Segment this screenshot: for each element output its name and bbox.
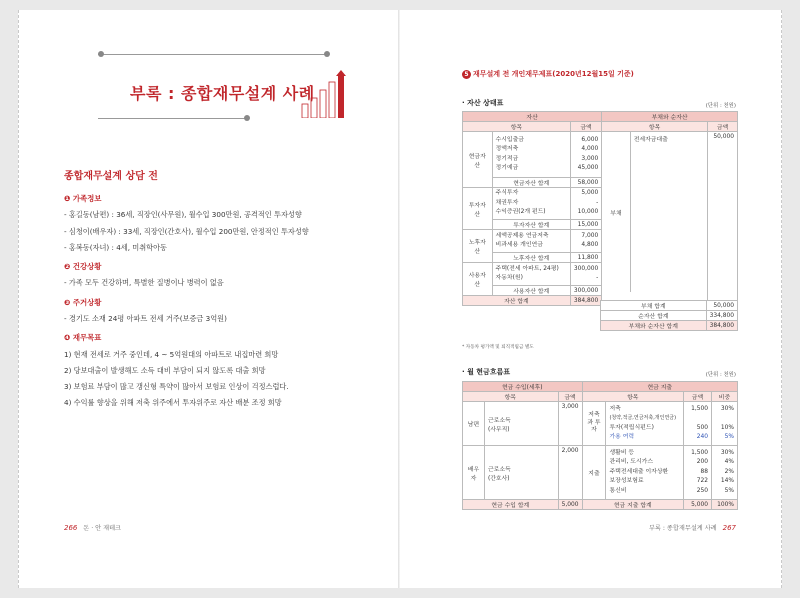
family-heading: ❶ 가족정보 [64,194,102,203]
page-edge-left [18,10,24,588]
net-total-label: 순자산 합계 [601,311,707,321]
income-source [484,402,558,446]
asset-value: 4,800 [581,242,599,248]
expense-amount: 88 [700,468,708,475]
income-source-sub: (사무직) [487,426,510,433]
title-rule-top [98,54,328,55]
housing-line: - 경기도 소재 24평 아파트 전세 거주(보증금 3억원) [64,314,227,324]
asset-item: 비과세용 개인연금 [495,242,543,248]
earner-husband: 남편 [463,402,485,446]
asset-value: 3,000 [581,155,599,162]
asset-item: 수시입출금 [495,136,524,143]
page-folio-left [64,523,121,532]
page-number: 267 [722,524,736,532]
expense-total: 5,000 [684,500,712,510]
expense-item: 생활비 등 [609,450,635,457]
page-folio-right [649,523,736,532]
asset-value: 45,000 [577,164,599,171]
right-page [400,10,782,588]
left-page [18,10,400,588]
retirement-items [492,230,570,253]
expense-amount: 240 [696,433,708,440]
expense-ratio: 30% [720,450,734,457]
goal-line: 4) 수익률 향상을 위해 저축 위주에서 투자위주로 자산 배분 조정 희망 [64,398,282,408]
asset-value: 7,000 [581,232,599,239]
income-source-sub: (간호사) [487,475,510,482]
col-header-amount: 금액 [684,392,712,402]
asset-value: - [596,199,599,206]
col-header-item: 항목 [602,122,708,132]
expense-item-available: 가용 여력 [609,433,635,440]
balance-sheet-table [462,111,738,306]
expense-item: 주택전세대출 이자상환 [609,468,669,475]
balance-unit: (단위 : 천원) [705,103,736,109]
expense-amount: 1,500 [691,450,708,457]
expense-ratio [715,414,734,423]
asset-value: 300,000 [573,265,599,272]
retirement-total-label: 노후자산 합계 [492,253,570,263]
balance-sheet-heading: · 자산 상태표 [462,99,504,107]
cashflow-table [462,381,738,510]
investment-values [570,188,601,220]
expense-item: 투자(적립식펀드) [609,424,654,431]
statement-title [462,69,634,79]
col-header-liabilities: 부채와 순자산 [602,112,738,122]
asset-value: 5,000 [581,190,599,197]
liabilities-inner [602,132,707,292]
use-total-label: 사용자산 합계 [492,286,570,296]
expense-ratio: 2% [724,468,734,475]
section-title: 종합재무설계 상담 전 [64,171,158,182]
expense-amount: 250 [696,487,708,494]
expense-category: 지출 [582,446,606,500]
expense-items [606,446,684,500]
col-header-amount: 금액 [570,122,601,132]
group-retirement: 노후자산 [463,230,493,263]
cash-items [492,132,570,178]
earner-spouse: 배우자 [463,446,485,500]
investment-total: 15,000 [570,220,601,230]
expense-category: 저축과 투자 [582,402,606,446]
net-total: 334,800 [706,311,737,321]
col-header-income: 현금 수입(세후) [463,382,583,392]
growth-bars-graphic [300,70,350,118]
group-cash: 현금자산 [463,132,493,188]
asset-item: 정액저축 [495,146,519,153]
col-header-expense: 현금 지출 [582,382,737,392]
asset-item: 주택(전세 아파트, 24평) [495,265,559,272]
running-title: 돈 · 안 재테크 [83,525,122,532]
expense-item: 통신비 [609,487,627,494]
expense-ratio: 4% [724,459,734,466]
goals-heading: ❹ 재무목표 [64,333,102,343]
debt-total-label: 부채 합계 [601,301,707,311]
asset-item: 채권투자 [495,199,519,206]
asset-item: 세액공제용 연금저축 [495,232,549,239]
asset-item: 정기적금 [495,155,519,162]
page-number: 266 [64,524,78,532]
expense-ratios [711,446,737,500]
asset-value: 10,000 [577,209,599,216]
asset-item: 정기예금 [495,164,519,171]
income-value: 3,000 [558,402,582,446]
asset-item: 주식투자 [495,190,519,197]
income-total: 5,000 [558,500,582,510]
goal-line: 2) 당보대출이 발생해도 소득 대비 부담이 되지 않도록 대출 희망 [64,365,266,375]
asset-item: 수익증권(2개 펀드) [495,209,546,216]
cashflow-heading: · 월 현금흐름표 [462,368,511,376]
income-total-label: 현금 수입 합계 [463,500,559,510]
asset-value: - [596,275,599,281]
running-title: 부록 : 종합재무설계 사례 [648,525,717,532]
housing-heading: ❸ 주거상황 [64,297,102,307]
chapter-title: 부록 : 종합재무설계 사례 [130,84,315,103]
asset-value: 4,000 [581,146,599,153]
group-use: 사용자산 [463,263,493,296]
col-header-item: 항목 [463,122,571,132]
cashflow-unit: (단위 : 천원) [705,372,736,378]
expense-amounts [684,402,712,446]
expense-amount: 1,500 [691,405,708,412]
goal-line: 3) 보험료 부담이 많고 갱신형 특약이 많아서 보험료 인상이 걱정스럽다. [64,381,289,391]
consult-content [64,193,384,408]
expense-item: 관리비, 도시가스 [609,459,654,466]
page-edge-right [776,10,782,588]
expense-item-sub: (청약,적금,연금저축,개인연금) [609,415,677,422]
col-header-ratio: 비중 [711,392,737,402]
expense-total-ratio: 100% [711,500,737,510]
expense-ratio: 10% [720,424,734,431]
use-total: 300,000 [570,286,601,296]
liabilities-block [602,132,708,306]
health-line: - 가족 모두 건강하며, 특별한 질병이나 병력이 없음 [64,278,224,288]
cash-total-label: 현금자산 합계 [492,178,570,188]
cash-values [570,132,601,178]
investment-total-label: 투자자산 합계 [492,220,570,230]
title-rule-dot [324,51,330,57]
income-source-label: 근로소득 [487,466,511,473]
investment-items [492,188,570,220]
family-line: - 홍길동(남편) : 36세, 직장인(사무원), 월수입 300만원, 공격적인 투자성향 [64,210,302,220]
statement-title-text: 재무설계 전 개인재무제표(2020년12월15일 기준) [473,70,634,78]
family-line: - 홍복동(자녀) : 4세, 미취학아동 [64,242,167,252]
expense-amount: 500 [696,424,708,431]
asset-value: 6,000 [581,136,599,143]
expense-amount: 722 [696,478,708,485]
expense-ratio: 5% [724,487,734,494]
expense-amount [687,414,708,423]
expense-item: 저축 [609,405,621,412]
title-rule-dot [98,51,104,57]
assets-total-label: 자산 합계 [463,296,571,306]
expense-amounts [684,446,712,500]
col-header-item: 항목 [463,392,559,402]
family-line: - 심청이(배우자) : 33세, 직장인(간호사), 월수입 200만원, 안정적인 투자성향 [64,226,309,236]
expense-total-label: 현금 지출 합계 [582,500,683,510]
col-header-amount: 금액 [558,392,582,402]
title-rule-bottom [98,118,248,119]
expense-items [606,402,684,446]
income-value: 2,000 [558,446,582,500]
expense-ratio: 5% [724,433,734,440]
liab-total-label: 부채와 순자산 합계 [601,321,707,331]
retirement-values [570,230,601,253]
debt-value: 50,000 [708,132,738,306]
col-header-item: 항목 [582,392,683,402]
group-investment: 투자자산 [463,188,493,230]
step-number-badge: 5 [462,70,471,79]
debt-item: 전세자금대출 [633,137,668,143]
expense-amount: 200 [696,459,708,466]
retirement-total: 11,800 [570,253,601,263]
use-values [570,263,601,286]
goal-line: 1) 현재 전세로 거주 중인데, 4 ~ 5억원대의 아파트로 내집마련 희망 [64,349,279,359]
expense-ratio: 14% [720,478,734,485]
expense-ratios [711,402,737,446]
col-header-assets: 자산 [463,112,602,122]
balance-footnote: * 자동차 평가액 및 퇴직적립금 별도 [462,345,534,350]
liabilities-totals [600,300,738,331]
income-source [484,446,558,500]
expense-item: 보장성보험료 [609,478,644,485]
income-source-label: 근로소득 [487,417,511,424]
use-items [492,263,570,286]
debt-label: 부채 [602,132,630,292]
expense-ratio: 30% [720,405,734,412]
title-rule-dot [244,115,250,121]
col-header-amount: 금액 [708,122,738,132]
health-heading: ❷ 건강상황 [64,261,102,271]
asset-item: 자동차(원) [495,275,523,281]
cash-total: 58,000 [570,178,601,188]
debt-total: 50,000 [706,301,737,311]
assets-total: 384,800 [570,296,601,306]
liab-total: 384,800 [706,321,737,331]
